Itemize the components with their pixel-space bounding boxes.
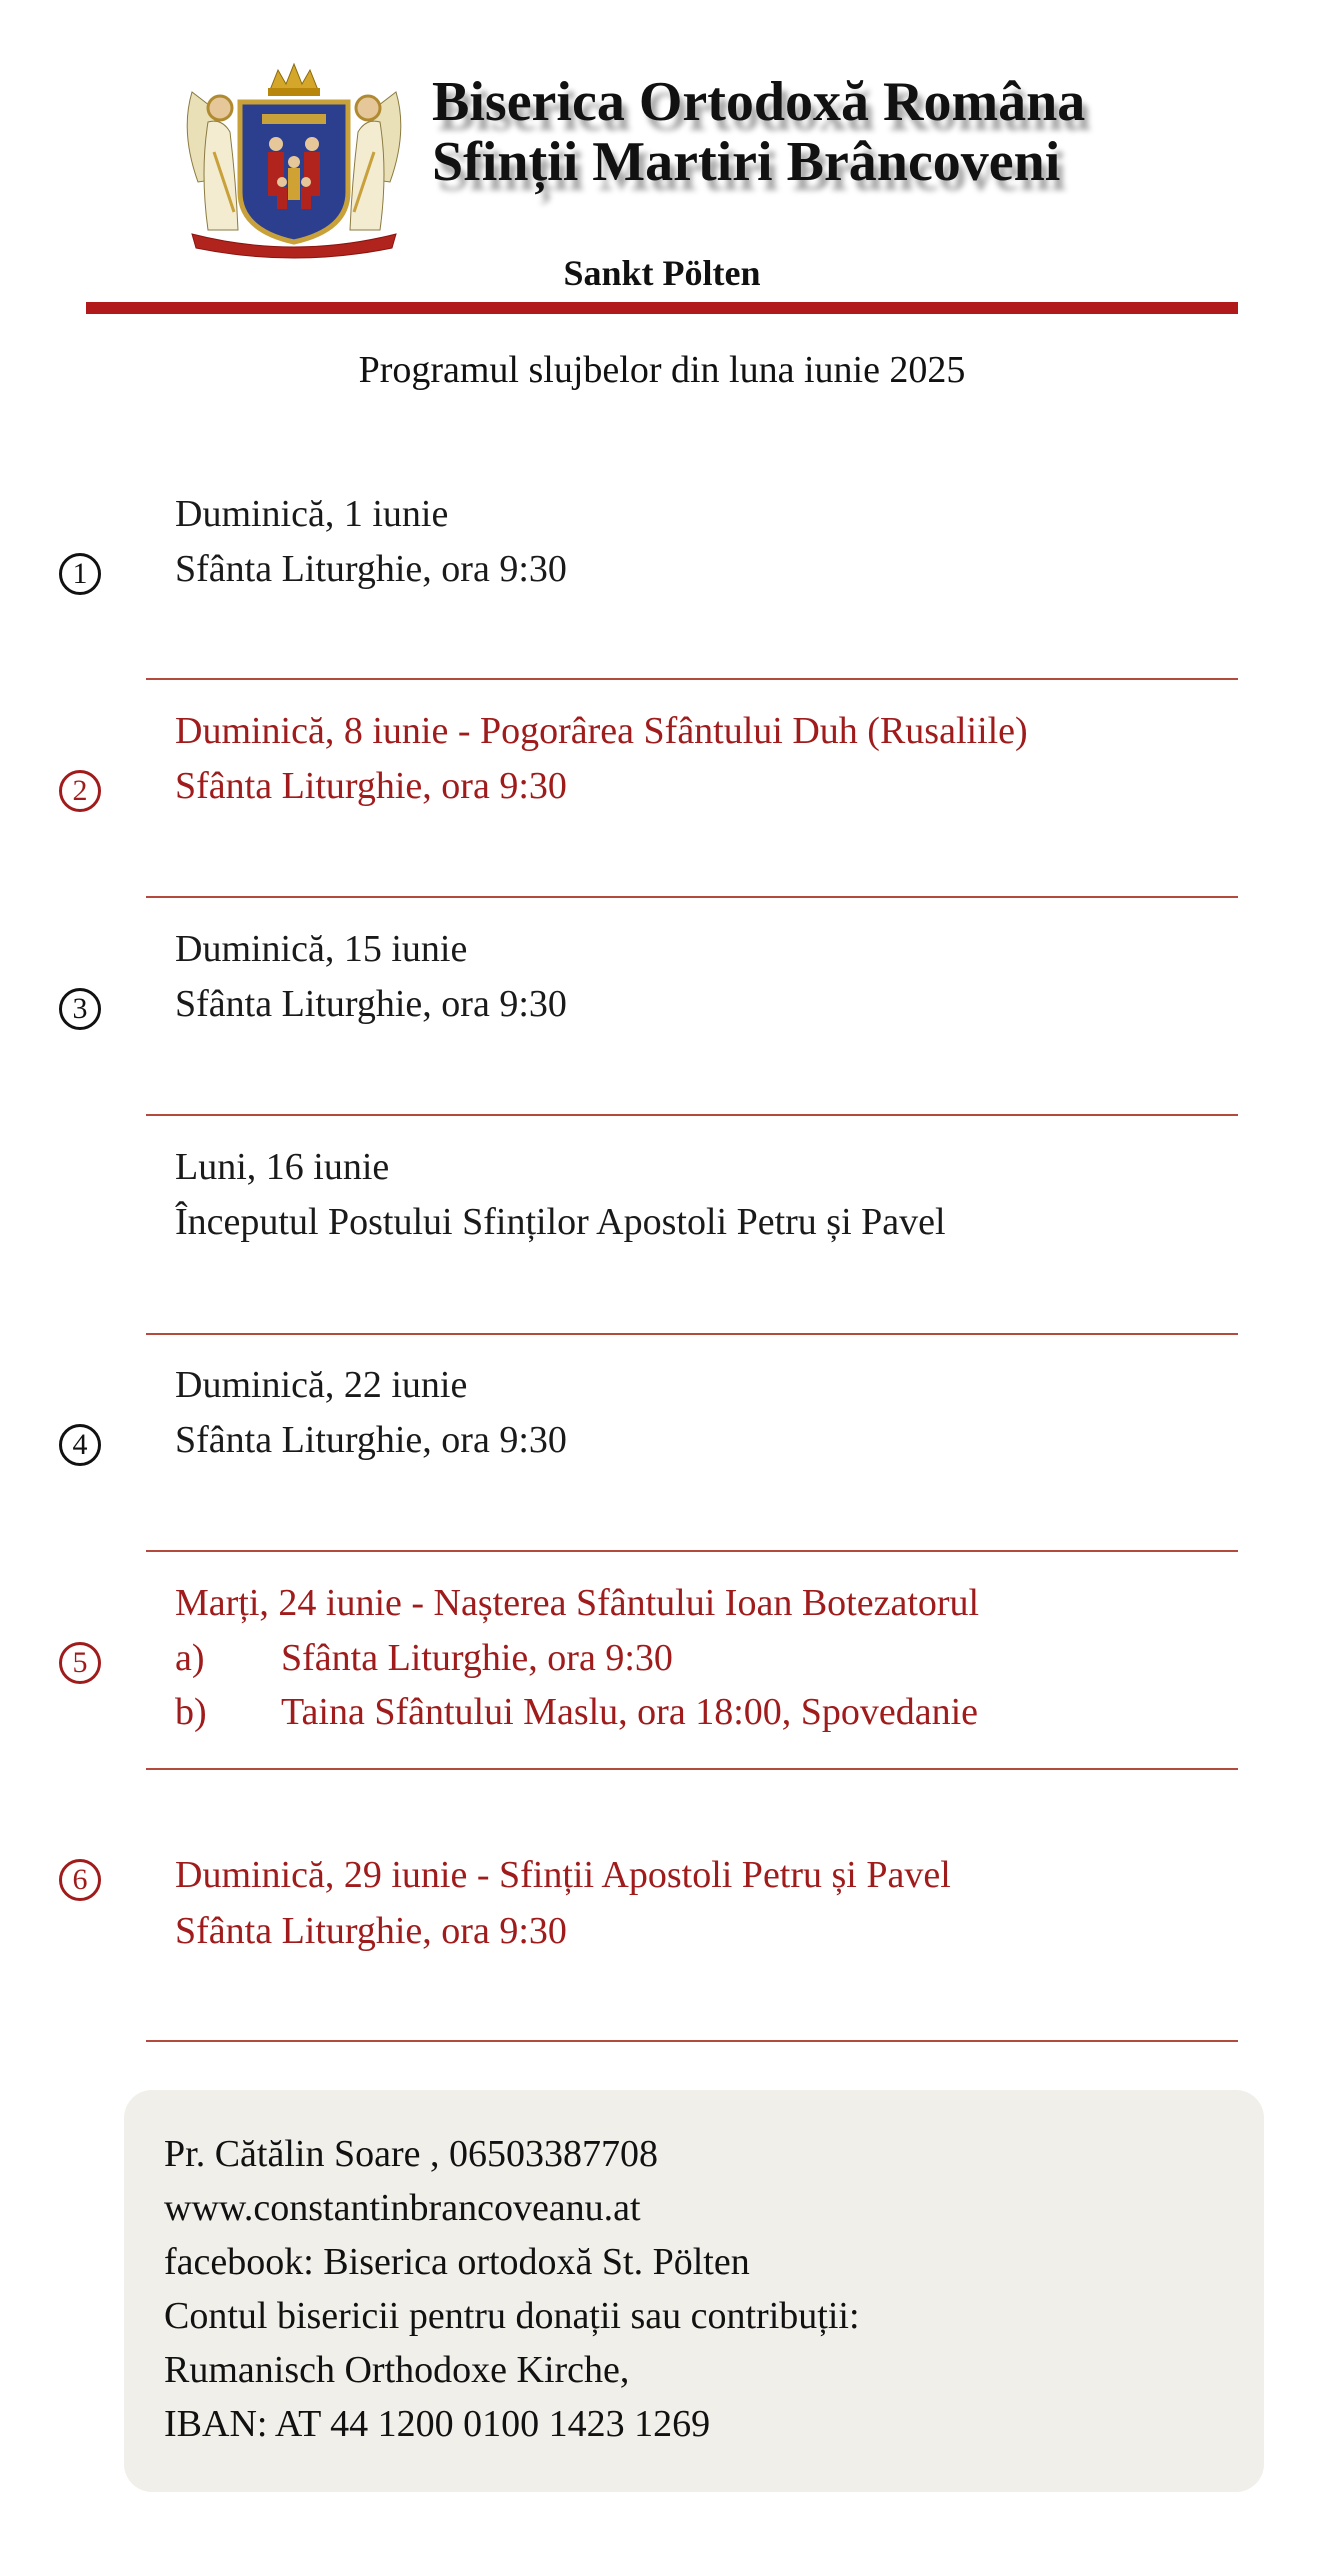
header bbox=[0, 0, 1324, 320]
entry-divider bbox=[146, 1333, 1238, 1335]
entry-divider bbox=[146, 896, 1238, 898]
sub-a-label: a) bbox=[175, 1637, 205, 1679]
entry-number-badge: 1 bbox=[59, 553, 101, 595]
entry-service: Sfânta Liturghie, ora 9:30 bbox=[175, 765, 567, 807]
church-title bbox=[432, 72, 1085, 192]
entry-date: Duminică, 15 iunie bbox=[175, 928, 468, 970]
entry-date: Duminică, 1 iunie bbox=[175, 493, 449, 535]
account-label: Contul bisericii pentru donații sau contribuții: bbox=[164, 2295, 860, 2337]
website-link[interactable]: www.constantinbrancoveanu.at bbox=[164, 2187, 641, 2229]
entry-service: Începutul Postului Sfinților Apostoli Petru și Pavel bbox=[175, 1201, 946, 1243]
location-subtitle: Sankt Pölten bbox=[563, 253, 761, 293]
entry-service: Sfânta Liturghie, ora 9:30 bbox=[175, 1419, 567, 1461]
entry-date: Marți, 24 iunie - Nașterea Sfântului Ioan Botezatorul bbox=[175, 1582, 980, 1624]
church-title-line1: Biserica Ortodoxă Româna bbox=[432, 71, 1086, 133]
entry-divider bbox=[146, 2040, 1238, 2042]
sub-a-text: Sfânta Liturghie, ora 9:30 bbox=[281, 1637, 673, 1679]
entry-divider bbox=[146, 678, 1238, 680]
entry-service: Sfânta Liturghie, ora 9:30 bbox=[175, 1910, 567, 1952]
entry-sub-a bbox=[175, 1636, 673, 1680]
header-divider bbox=[86, 302, 1238, 314]
entry-service: Sfânta Liturghie, ora 9:30 bbox=[175, 548, 567, 590]
entry-number-badge: 6 bbox=[59, 1859, 101, 1901]
entry-divider bbox=[146, 1550, 1238, 1552]
entry-divider bbox=[146, 1768, 1238, 1770]
account-name: Rumanisch Orthodoxe Kirche, bbox=[164, 2349, 630, 2391]
entry-sub-b bbox=[175, 1690, 978, 1734]
entry-number-badge: 2 bbox=[59, 770, 101, 812]
program-title: Programul slujbelor din luna iunie 2025 bbox=[358, 349, 966, 391]
church-title-line2: Sfinții Martiri Brâncoveni bbox=[432, 131, 1061, 193]
entry-date: Duminică, 29 iunie - Sfinții Apostoli Petru și Pavel bbox=[175, 1854, 951, 1896]
entry-service: Sfânta Liturghie, ora 9:30 bbox=[175, 983, 567, 1025]
entry-number-badge: 5 bbox=[59, 1642, 101, 1684]
entry-number-badge: 4 bbox=[59, 1424, 101, 1466]
iban: IBAN: AT 44 1200 0100 1423 1269 bbox=[164, 2403, 711, 2445]
entry-number-badge: 3 bbox=[59, 988, 101, 1030]
sub-b-text: Taina Sfântului Maslu, ora 18:00, Spovedanie bbox=[281, 1691, 979, 1733]
facebook-info: facebook: Biserica ortodoxă St. Pölten bbox=[164, 2241, 750, 2283]
church-crest-logo bbox=[178, 62, 410, 262]
entry-date: Luni, 16 iunie bbox=[175, 1146, 390, 1188]
entry-date: Duminică, 8 iunie - Pogorârea Sfântului Duh (Rusaliile) bbox=[175, 710, 1028, 752]
entry-divider bbox=[146, 1114, 1238, 1116]
priest-contact: Pr. Cătălin Soare , 06503387708 bbox=[164, 2133, 658, 2175]
entry-date: Duminică, 22 iunie bbox=[175, 1364, 468, 1406]
sub-b-label: b) bbox=[175, 1691, 207, 1733]
